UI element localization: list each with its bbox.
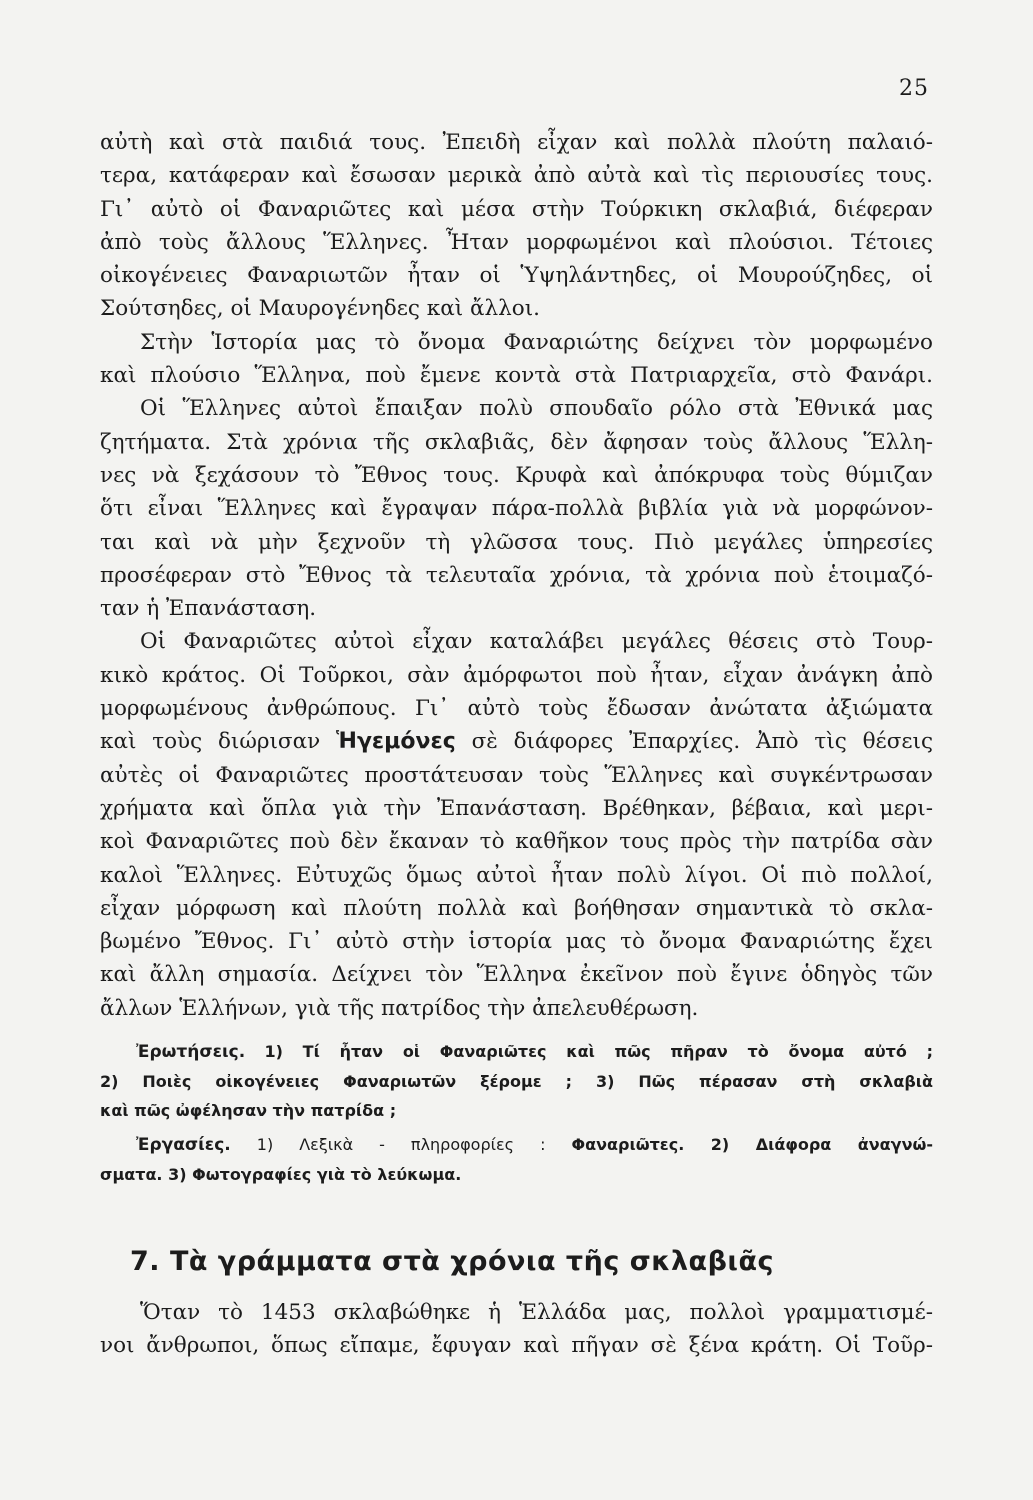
task-text: 1) Λεξικὰ - πληροφορίες : bbox=[256, 1135, 546, 1154]
page-number: 25 bbox=[899, 76, 929, 101]
body-text bbox=[100, 126, 933, 1025]
text-line: βωμένο Ἔθνος. Γι᾿ αὐτὸ στὴν ἱστορία μας τὸ ὄνομα Φαναριώτης ἔχει bbox=[100, 929, 933, 955]
text-line: ὅτι εἶναι Ἕλληνες καὶ ἔγραψαν πάρα-πολλὰ βιβλία γιὰ νὰ μορφώνον- bbox=[100, 496, 933, 522]
text-line: ἄλλων Ἑλλήνων, γιὰ τῆς πατρίδος τὴν ἀπελευθέρωση. bbox=[100, 995, 699, 1021]
paragraph-1 bbox=[100, 126, 933, 326]
text-line: Στὴν Ἱστορία μας τὸ ὄνομα Φαναριώτης δείχνει τὸν μορφωμένο bbox=[140, 329, 933, 355]
text-line: αὐτὲς οἱ Φαναριῶτες προστάτευσαν τοὺς Ἕλληνες καὶ συγκέντρωσαν bbox=[100, 762, 933, 788]
text-line bbox=[100, 725, 933, 758]
text-line: εἶχαν μόρφωση καὶ πλούτη πολλὰ καὶ βοήθησαν σημαντικὰ τὸ σκλα- bbox=[100, 895, 933, 921]
question-text: 3) Πῶς πέρασαν στὴ σκλαβιὰ bbox=[595, 1072, 933, 1091]
text-line: ζητήματα. Στὰ χρόνια τῆς σκλαβιᾶς, δὲν ἄφησαν τοὺς ἄλλους Ἕλλη- bbox=[100, 429, 933, 455]
tasks-line bbox=[100, 1130, 933, 1160]
text-line: καὶ ἄλλη σημασία. Δείχνει τὸν Ἕλληνα ἐκεῖνον ποὺ ἔγινε ὁδηγὸς τῶν bbox=[100, 962, 933, 988]
text-line: Σούτσηδες, οἱ Μαυρογένηδες καὶ ἄλλοι. bbox=[100, 296, 540, 322]
emphasized-term: Ἡγεμόνες bbox=[336, 729, 456, 755]
question-text: καὶ πῶς ὠφέλησαν τὴν πατρίδα ; bbox=[100, 1101, 397, 1120]
task-text: Φαναριῶτες. 2) Διάφορα ἀναγνώ- bbox=[571, 1135, 934, 1154]
text-line: μορφωμένους ἀνθρώπους. Γι᾿ αὐτὸ τοὺς ἔδωσαν ἀνώτατα ἀξιώματα bbox=[100, 696, 933, 722]
text-line: Οἱ Ἕλληνες αὐτοὶ ἔπαιξαν πολὺ σπουδαῖο ρόλο στὰ Ἐθνικά μας bbox=[140, 396, 933, 422]
text-line: νοι ἄνθρωποι, ὅπως εἴπαμε, ἔφυγαν καὶ πῆγαν σὲ ξένα κράτη. Οἱ Τοῦρ- bbox=[100, 1333, 933, 1359]
text-line: Οἱ Φαναριῶτες αὐτοὶ εἶχαν καταλάβει μεγάλες θέσεις στὸ Τουρ- bbox=[140, 629, 933, 655]
question-text: 2) Ποιὲς οἰκογένειες Φαναριωτῶν ξέρομε ; bbox=[100, 1072, 572, 1091]
text-line: ἀπὸ τοὺς ἄλλους Ἕλληνες. Ἦταν μορφωμένοι καὶ πλούσιοι. Τέτοιες bbox=[100, 229, 933, 255]
question-text: 1) Τί ἦταν οἱ Φαναριῶτες καὶ πῶς πῆραν τὸ ὄνομα αὐτό ; bbox=[264, 1042, 933, 1061]
questions-line bbox=[100, 1067, 933, 1096]
questions-line bbox=[100, 1037, 933, 1067]
text-line: κικὸ κράτος. Οἱ Τοῦρκοι, σὰν ἀμόρφωτοι ποὺ ἦταν, εἶχαν ἀνάγκη ἀπὸ bbox=[100, 662, 933, 688]
text-line: ται καὶ νὰ μὴν ξεχνοῦν τὴ γλῶσσα τους. Πιὸ μεγάλες ὑπηρεσίες bbox=[100, 529, 933, 555]
text-line: αὐτὴ καὶ στὰ παιδιά τους. Ἐπειδὴ εἶχαν καὶ πολλὰ πλούτη παλαιό- bbox=[100, 130, 933, 155]
text-line: οἰκογένειες Φαναριωτῶν ἦταν οἱ Ὑψηλάντηδες, οἱ Μουρούζηδες, οἱ bbox=[100, 263, 933, 289]
text-line: νες νὰ ξεχάσουν τὸ Ἔθνος τους. Κρυφὰ καὶ ἀπόκρυφα τοὺς θύμιζαν bbox=[100, 462, 933, 488]
paragraph-2 bbox=[100, 326, 933, 393]
text-line: χρήματα καὶ ὅπλα γιὰ τὴν Ἐπανάσταση. Βρέθηκαν, βέβαια, καὶ μερι- bbox=[100, 795, 933, 821]
text-line: Γι᾿ αὐτὸ οἱ Φαναριῶτες καὶ μέσα στὴν Τούρκικη σκλαβιά, διέφεραν bbox=[100, 196, 933, 222]
questions-label: Ἐρωτήσεις. bbox=[136, 1042, 246, 1062]
section-paragraph bbox=[100, 1296, 933, 1363]
text-line: προσέφεραν στὸ Ἔθνος τὰ τελευταῖα χρόνια, τὰ χρόνια ποὺ ἑτοιμαζό- bbox=[100, 562, 933, 588]
text-fragment: καὶ τοὺς διώρισαν bbox=[100, 729, 321, 755]
text-line: κοὶ Φαναριῶτες ποὺ δὲν ἔκαναν τὸ καθῆκον τους πρὸς τὴν πατρίδα σὰν bbox=[100, 829, 933, 855]
task-text: σματα. 3) Φωτογραφίες γιὰ τὸ λεύκωμα. bbox=[100, 1165, 462, 1184]
tasks-block bbox=[100, 1130, 933, 1189]
text-fragment: σὲ διάφορες Ἐπαρχίες. Ἀπὸ τὶς θέσεις bbox=[471, 729, 933, 755]
text-line: καὶ πλούσιο Ἕλληνα, ποὺ ἔμενε κοντὰ στὰ Πατριαρχεῖα, στὸ Φανάρι. bbox=[100, 363, 933, 389]
tasks-label: Ἐργασίες. bbox=[136, 1135, 231, 1155]
text-line: ταν ἡ Ἐπανάσταση. bbox=[100, 596, 317, 622]
questions-block bbox=[100, 1037, 933, 1125]
text-line: καλοὶ Ἕλληνες. Εὐτυχῶς ὅμως αὐτοὶ ἦταν πολὺ λίγοι. Οἱ πιὸ πολλοί, bbox=[100, 862, 933, 888]
paragraph-4 bbox=[100, 625, 933, 1025]
text-line: τερα, κατάφεραν καὶ ἔσωσαν μερικὰ ἀπὸ αὐτὰ καὶ τὶς περιουσίες τους. bbox=[100, 163, 933, 189]
section-heading: 7. Τὰ γράμματα στὰ χρόνια τῆς σκλαβιᾶς bbox=[130, 1246, 775, 1277]
text-line: Ὅταν τὸ 1453 σκλαβώθηκε ἡ Ἑλλάδα μας, πολλοὶ γραμματισμέ- bbox=[140, 1300, 933, 1325]
paragraph-3 bbox=[100, 392, 933, 625]
